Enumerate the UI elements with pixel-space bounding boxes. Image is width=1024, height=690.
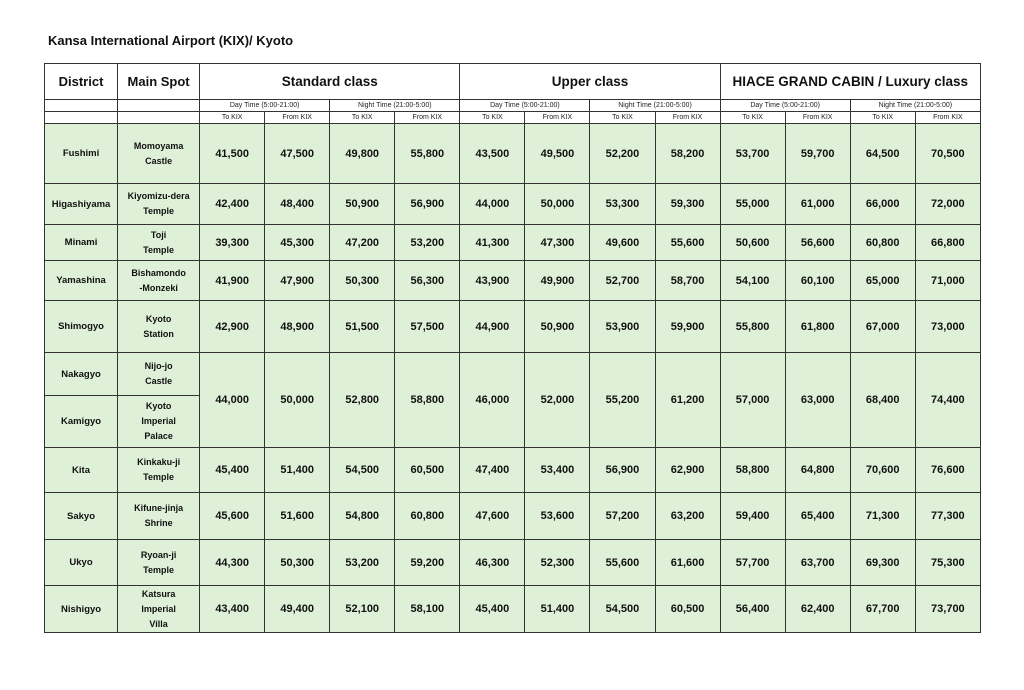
night-time-header: Night Time (21:00-5:00): [850, 100, 980, 112]
main-spot-cell: [118, 353, 200, 396]
fare-cell: 44,000: [460, 184, 525, 225]
fare-cell: 43,500: [460, 124, 525, 184]
district-cell: Nakagyo: [45, 353, 118, 396]
fare-cell: 47,600: [460, 493, 525, 540]
fare-cell: 48,900: [265, 301, 330, 353]
fare-cell: 70,500: [915, 124, 980, 184]
main-spot-line: Kifune-jinja: [134, 503, 184, 513]
main-spot-line: Imperial: [141, 416, 176, 426]
fare-cell: 66,000: [850, 184, 915, 225]
fare-cell: 49,500: [525, 124, 590, 184]
fare-cell: 59,900: [655, 301, 720, 353]
main-spot-cell: [118, 396, 200, 448]
to-kix-header: To KIX: [720, 112, 785, 124]
fare-cell: 41,900: [200, 261, 265, 301]
fare-cell: 44,000: [200, 353, 265, 448]
main-spot-cell: [118, 225, 200, 261]
fare-cell: 73,000: [915, 301, 980, 353]
fare-cell: 45,400: [200, 448, 265, 493]
fare-cell: 69,300: [850, 540, 915, 586]
main-spot-line: -Monzeki: [139, 282, 178, 293]
table-row: [45, 448, 981, 493]
fare-cell: 47,300: [525, 225, 590, 261]
main-spot-cell: [118, 493, 200, 540]
district-cell: Shimogyo: [45, 301, 118, 353]
fare-cell: 61,200: [655, 353, 720, 448]
fare-cell: 53,700: [720, 124, 785, 184]
fare-cell: 53,400: [525, 448, 590, 493]
fare-cell: 42,400: [200, 184, 265, 225]
fare-cell: 41,300: [460, 225, 525, 261]
fare-cell: 61,000: [785, 184, 850, 225]
main-spot-line: Temple: [143, 244, 175, 255]
fare-cell: 50,300: [330, 261, 395, 301]
fare-cell: 58,200: [655, 124, 720, 184]
fare-cell: 50,900: [525, 301, 590, 353]
fare-cell: 56,400: [720, 586, 785, 633]
fare-cell: 76,600: [915, 448, 980, 493]
district-header: District: [45, 64, 118, 100]
night-time-header: Night Time (21:00-5:00): [330, 100, 460, 112]
fare-cell: 60,800: [395, 493, 460, 540]
main-spot-cell: [118, 301, 200, 353]
fare-cell: 59,700: [785, 124, 850, 184]
main-spot-cell: [118, 261, 200, 301]
table-row: [45, 586, 981, 633]
main-spot-line: Villa: [149, 618, 168, 629]
main-spot-line: Toji: [150, 229, 167, 240]
main-spot-cell: [118, 124, 200, 184]
from-kix-header: From KIX: [785, 112, 850, 124]
fare-cell: 56,900: [395, 184, 460, 225]
table-row: [45, 124, 981, 184]
district-cell: Yamashina: [45, 261, 118, 301]
fare-cell: 50,900: [330, 184, 395, 225]
fare-cell: 51,400: [265, 448, 330, 493]
fare-cell: 55,800: [395, 124, 460, 184]
district-cell: Higashiyama: [45, 184, 118, 225]
district-cell: Sakyo: [45, 493, 118, 540]
from-kix-header: From KIX: [915, 112, 980, 124]
main-spot-line: Castle: [145, 376, 173, 386]
fare-cell: 57,700: [720, 540, 785, 586]
district-cell: Ukyo: [45, 540, 118, 586]
district-cell: Fushimi: [45, 124, 118, 184]
fare-cell: 64,500: [850, 124, 915, 184]
main-spot-line: Katsura: [141, 588, 176, 599]
fare-cell: 63,200: [655, 493, 720, 540]
fare-cell: 64,800: [785, 448, 850, 493]
fare-cell: 51,600: [265, 493, 330, 540]
fare-cell: 44,300: [200, 540, 265, 586]
fare-cell: 45,300: [265, 225, 330, 261]
day-time-header: Day Time (5:00-21:00): [720, 100, 850, 112]
fare-cell: 59,400: [720, 493, 785, 540]
fare-cell: 55,800: [720, 301, 785, 353]
fare-cell: 52,700: [590, 261, 655, 301]
main-spot-line: Ryoan-ji: [140, 549, 177, 560]
fare-cell: 68,400: [850, 353, 915, 448]
fare-cell: 43,400: [200, 586, 265, 633]
fare-cell: 50,300: [265, 540, 330, 586]
fare-cell: 58,100: [395, 586, 460, 633]
to-kix-header: To KIX: [460, 112, 525, 124]
main-spot-line: Kinkaku-ji: [137, 457, 181, 467]
fare-cell: 45,600: [200, 493, 265, 540]
luxury-class-header: HIACE GRAND CABIN / Luxury class: [720, 64, 980, 100]
main-spot-line: Shrine: [144, 518, 173, 528]
fare-cell: 72,000: [915, 184, 980, 225]
table-row: [45, 184, 981, 225]
fare-cell: 77,300: [915, 493, 980, 540]
fare-cell: 41,500: [200, 124, 265, 184]
main-spot-cell: [118, 540, 200, 586]
day-time-header: Day Time (5:00-21:00): [460, 100, 590, 112]
fare-cell: 55,200: [590, 353, 655, 448]
fare-cell: 54,100: [720, 261, 785, 301]
fare-cell: 60,800: [850, 225, 915, 261]
district-cell: Nishigyo: [45, 586, 118, 633]
main-spot-line: Kyoto: [145, 401, 172, 411]
fare-cell: 53,600: [525, 493, 590, 540]
fare-cell: 48,400: [265, 184, 330, 225]
main-spot-cell: [118, 448, 200, 493]
fare-cell: 56,300: [395, 261, 460, 301]
fare-cell: 47,900: [265, 261, 330, 301]
fare-cell: 39,300: [200, 225, 265, 261]
fare-cell: 61,600: [655, 540, 720, 586]
fare-cell: 49,800: [330, 124, 395, 184]
fare-cell: 47,200: [330, 225, 395, 261]
district-cell: Kita: [45, 448, 118, 493]
district-cell: Minami: [45, 225, 118, 261]
table-row: [45, 353, 981, 396]
table-row: [45, 540, 981, 586]
fare-cell: 44,900: [460, 301, 525, 353]
fare-cell: 75,300: [915, 540, 980, 586]
fare-table: [44, 63, 981, 633]
from-kix-header: From KIX: [265, 112, 330, 124]
main-spot-line: Palace: [144, 431, 173, 441]
fare-cell: 50,000: [525, 184, 590, 225]
district-cell: Kamigyo: [45, 396, 118, 448]
fare-cell: 52,200: [590, 124, 655, 184]
fare-cell: 54,800: [330, 493, 395, 540]
fare-cell: 51,400: [525, 586, 590, 633]
fare-cell: 46,000: [460, 353, 525, 448]
header-row-direction: [45, 112, 981, 124]
day-time-header: Day Time (5:00-21:00): [200, 100, 330, 112]
fare-cell: 45,400: [460, 586, 525, 633]
fare-cell: 49,600: [590, 225, 655, 261]
to-kix-header: To KIX: [200, 112, 265, 124]
table-row: [45, 301, 981, 353]
fare-cell: 53,900: [590, 301, 655, 353]
fare-cell: 61,800: [785, 301, 850, 353]
table-row: [45, 493, 981, 540]
fare-cell: 73,700: [915, 586, 980, 633]
fare-cell: 60,500: [395, 448, 460, 493]
fare-cell: 55,600: [655, 225, 720, 261]
fare-cell: 42,900: [200, 301, 265, 353]
main-spot-line: Imperial: [141, 603, 176, 614]
from-kix-header: From KIX: [525, 112, 590, 124]
fare-cell: 47,500: [265, 124, 330, 184]
to-kix-header: To KIX: [330, 112, 395, 124]
main-spot-line: Momoyama: [133, 140, 184, 151]
fare-cell: 54,500: [590, 586, 655, 633]
fare-cell: 58,800: [720, 448, 785, 493]
fare-cell: 67,000: [850, 301, 915, 353]
main-spot-line: Castle: [145, 155, 173, 166]
fare-cell: 62,900: [655, 448, 720, 493]
fare-cell: 43,900: [460, 261, 525, 301]
fare-cell: 60,100: [785, 261, 850, 301]
fare-cell: 57,000: [720, 353, 785, 448]
fare-cell: 65,400: [785, 493, 850, 540]
fare-cell: 63,700: [785, 540, 850, 586]
to-kix-header: To KIX: [850, 112, 915, 124]
fare-cell: 66,800: [915, 225, 980, 261]
fare-cell: 54,500: [330, 448, 395, 493]
night-time-header: Night Time (21:00-5:00): [590, 100, 720, 112]
fare-cell: 51,500: [330, 301, 395, 353]
standard-class-header: Standard class: [200, 64, 460, 100]
main-spot-line: Kiyomizu-dera: [127, 191, 190, 201]
main-spot-line: Temple: [143, 564, 175, 575]
fare-cell: 67,700: [850, 586, 915, 633]
fare-cell: 50,000: [265, 353, 330, 448]
main-spot-line: Nijo-jo: [144, 361, 173, 371]
fare-cell: 71,300: [850, 493, 915, 540]
header-row-classes: [45, 64, 981, 100]
fare-cell: 62,400: [785, 586, 850, 633]
fare-cell: 58,700: [655, 261, 720, 301]
fare-cell: 50,600: [720, 225, 785, 261]
fare-cell: 49,900: [525, 261, 590, 301]
fare-cell: 52,000: [525, 353, 590, 448]
fare-cell: 56,600: [785, 225, 850, 261]
table-row: [45, 225, 981, 261]
main-spot-line: Station: [143, 328, 174, 339]
fare-cell: 53,200: [330, 540, 395, 586]
fare-cell: 57,500: [395, 301, 460, 353]
fare-cell: 59,200: [395, 540, 460, 586]
main-spot-line: Bishamondo: [131, 267, 186, 278]
fare-cell: 60,500: [655, 586, 720, 633]
fare-cell: 55,000: [720, 184, 785, 225]
page-title: Kansa International Airport (KIX)/ Kyoto: [48, 33, 294, 48]
upper-class-header: Upper class: [460, 64, 720, 100]
fare-cell: 65,000: [850, 261, 915, 301]
main-spot-cell: [118, 586, 200, 633]
fare-cell: 55,600: [590, 540, 655, 586]
fare-cell: 53,200: [395, 225, 460, 261]
from-kix-header: From KIX: [395, 112, 460, 124]
fare-cell: 74,400: [915, 353, 980, 448]
header-row-time: [45, 100, 981, 112]
fare-cell: 49,400: [265, 586, 330, 633]
fare-cell: 47,400: [460, 448, 525, 493]
table-row: [45, 261, 981, 301]
fare-cell: 53,300: [590, 184, 655, 225]
fare-cell: 63,000: [785, 353, 850, 448]
fare-cell: 71,000: [915, 261, 980, 301]
main-spot-cell: [118, 184, 200, 225]
main-spot-line: Temple: [143, 472, 175, 482]
fare-cell: 58,800: [395, 353, 460, 448]
fare-cell: 70,600: [850, 448, 915, 493]
main-spot-header: Main Spot: [118, 64, 200, 100]
fare-table-body: [45, 124, 981, 633]
main-spot-line: Kyoto: [145, 313, 172, 324]
fare-cell: 52,800: [330, 353, 395, 448]
fare-cell: 59,300: [655, 184, 720, 225]
main-spot-line: Temple: [143, 206, 175, 216]
fare-cell: 57,200: [590, 493, 655, 540]
to-kix-header: To KIX: [590, 112, 655, 124]
fare-cell: 52,300: [525, 540, 590, 586]
from-kix-header: From KIX: [655, 112, 720, 124]
fare-cell: 52,100: [330, 586, 395, 633]
fare-cell: 56,900: [590, 448, 655, 493]
fare-cell: 46,300: [460, 540, 525, 586]
